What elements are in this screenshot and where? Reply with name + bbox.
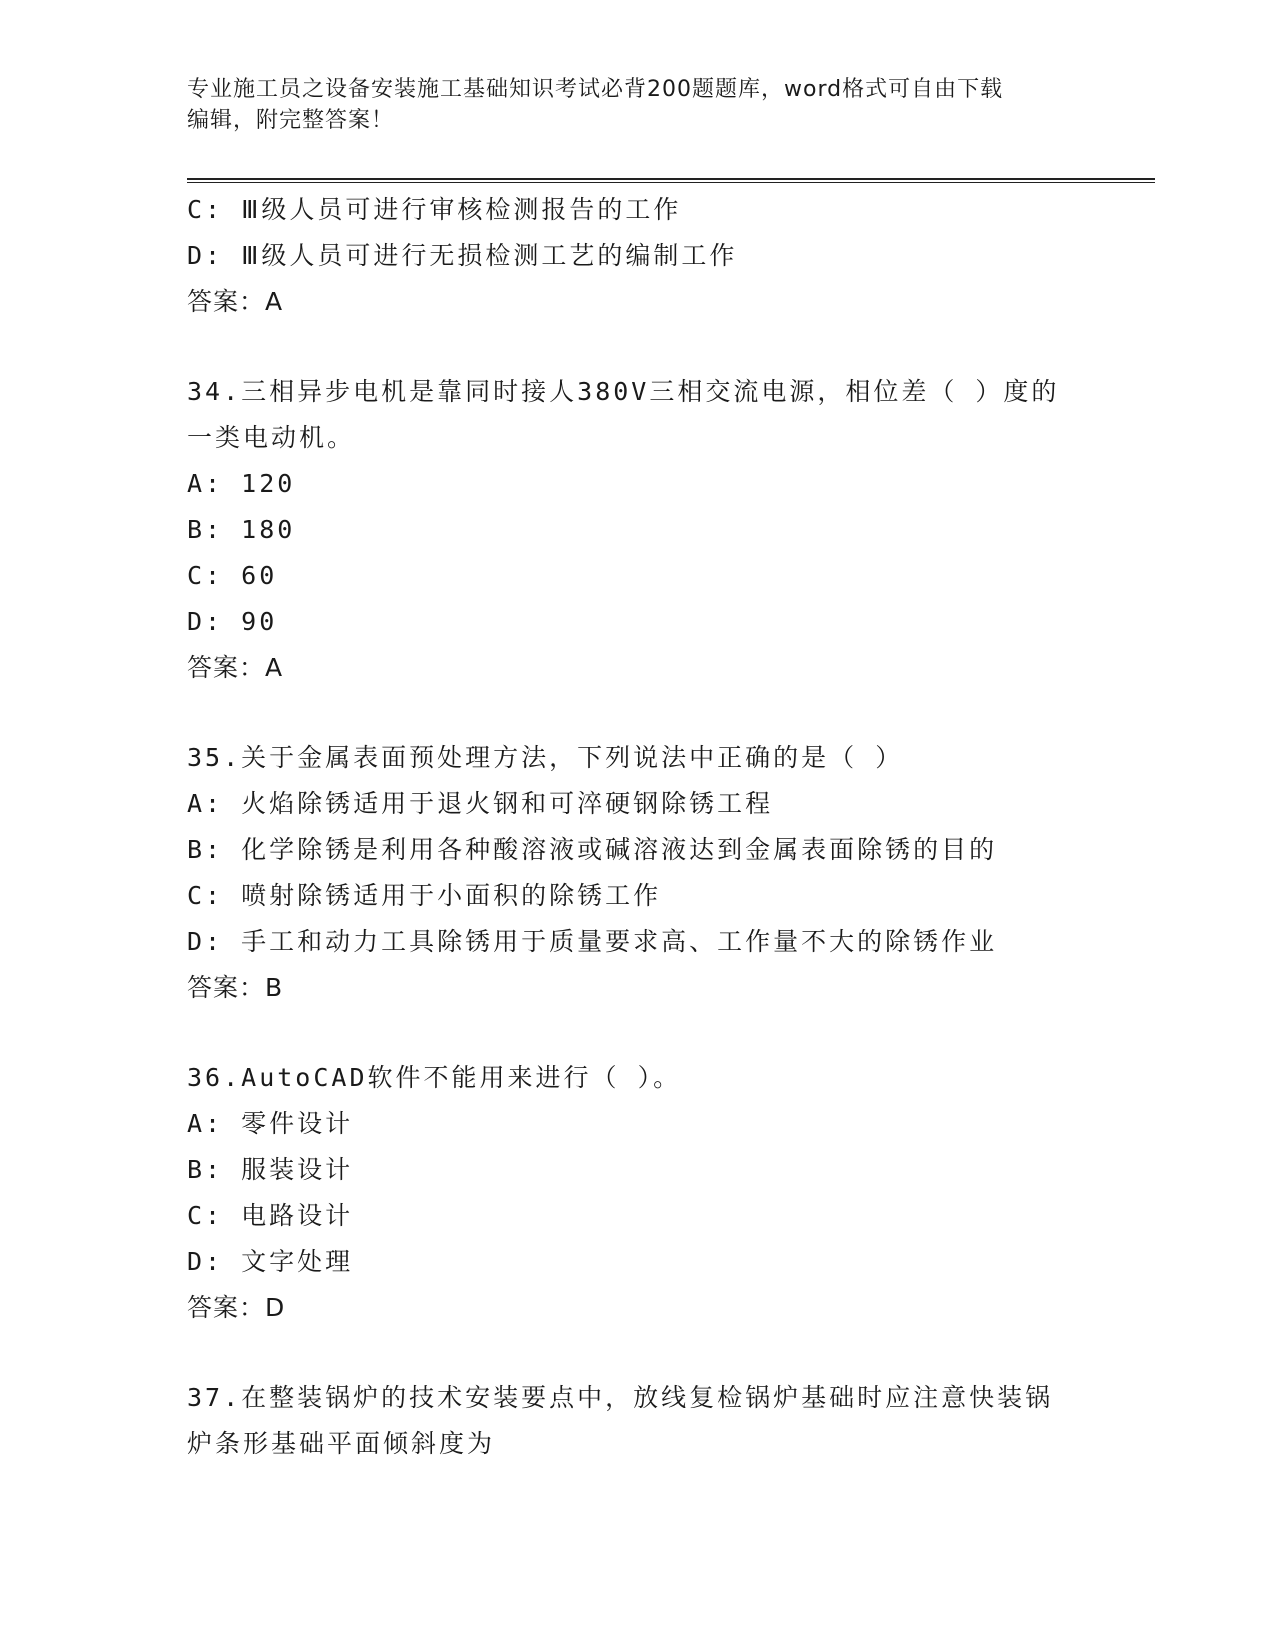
question-stem-line1: 34.三相异步电机是靠同时接人380V三相交流电源，相位差（ ）度的 (187, 377, 1060, 406)
option-c: C: 60 (187, 561, 278, 590)
header-divider (187, 178, 1155, 183)
question-stem-line2: 一类电动机。 (187, 423, 356, 452)
question-stem-line2: 炉条形基础平面倾斜度为 (187, 1429, 496, 1458)
question-block-34 (187, 369, 1087, 691)
spacer (187, 1331, 1087, 1375)
option-b: B: 化学除锈是利用各种酸溶液或碱溶液达到金属表面除锈的目的 (187, 835, 998, 864)
option-d: D: 手工和动力工具除锈用于质量要求高、工作量不大的除锈作业 (187, 927, 998, 956)
header-title-line1: 专业施工员之设备安装施工基础知识考试必背200题题库，word格式可自由下载 (187, 77, 1004, 102)
question-block-33 (187, 187, 1087, 325)
answer-line: 答案：A (187, 287, 284, 316)
option-c: C: 喷射除锈适用于小面积的除锈工作 (187, 881, 662, 910)
spacer (187, 325, 1087, 369)
question-block-37 (187, 1375, 1087, 1467)
option-b: B: 180 (187, 515, 296, 544)
option-c: C: Ⅲ级人员可进行审核检测报告的工作 (187, 195, 682, 224)
option-d: D: 90 (187, 607, 278, 636)
question-stem-line1: 35.关于金属表面预处理方法，下列说法中正确的是（ ） (187, 743, 904, 772)
option-c: C: 电路设计 (187, 1201, 354, 1230)
header-title-line2: 编辑，附完整答案！ (187, 108, 395, 133)
option-a: A: 火焰除锈适用于退火钢和可淬硬钢除锈工程 (187, 789, 774, 818)
question-block-36 (187, 1055, 1087, 1331)
question-stem-line1: 37.在整装锅炉的技术安装要点中，放线复检锅炉基础时应注意快装锅 (187, 1383, 1054, 1412)
question-stem-line1: 36.AutoCAD软件不能用来进行（ ）。 (187, 1063, 682, 1092)
option-a: A: 零件设计 (187, 1109, 354, 1138)
document-header (187, 74, 1087, 136)
spacer (187, 1011, 1087, 1055)
spacer (187, 691, 1087, 735)
question-block-35 (187, 735, 1087, 1011)
answer-line: 答案：D (187, 1293, 286, 1322)
option-a: A: 120 (187, 469, 296, 498)
option-d: D: 文字处理 (187, 1247, 354, 1276)
option-d: D: Ⅲ级人员可进行无损检测工艺的编制工作 (187, 241, 738, 270)
answer-line: 答案：A (187, 653, 284, 682)
answer-line: 答案：B (187, 973, 284, 1002)
option-b: B: 服装设计 (187, 1155, 354, 1184)
document-body (187, 187, 1087, 1467)
